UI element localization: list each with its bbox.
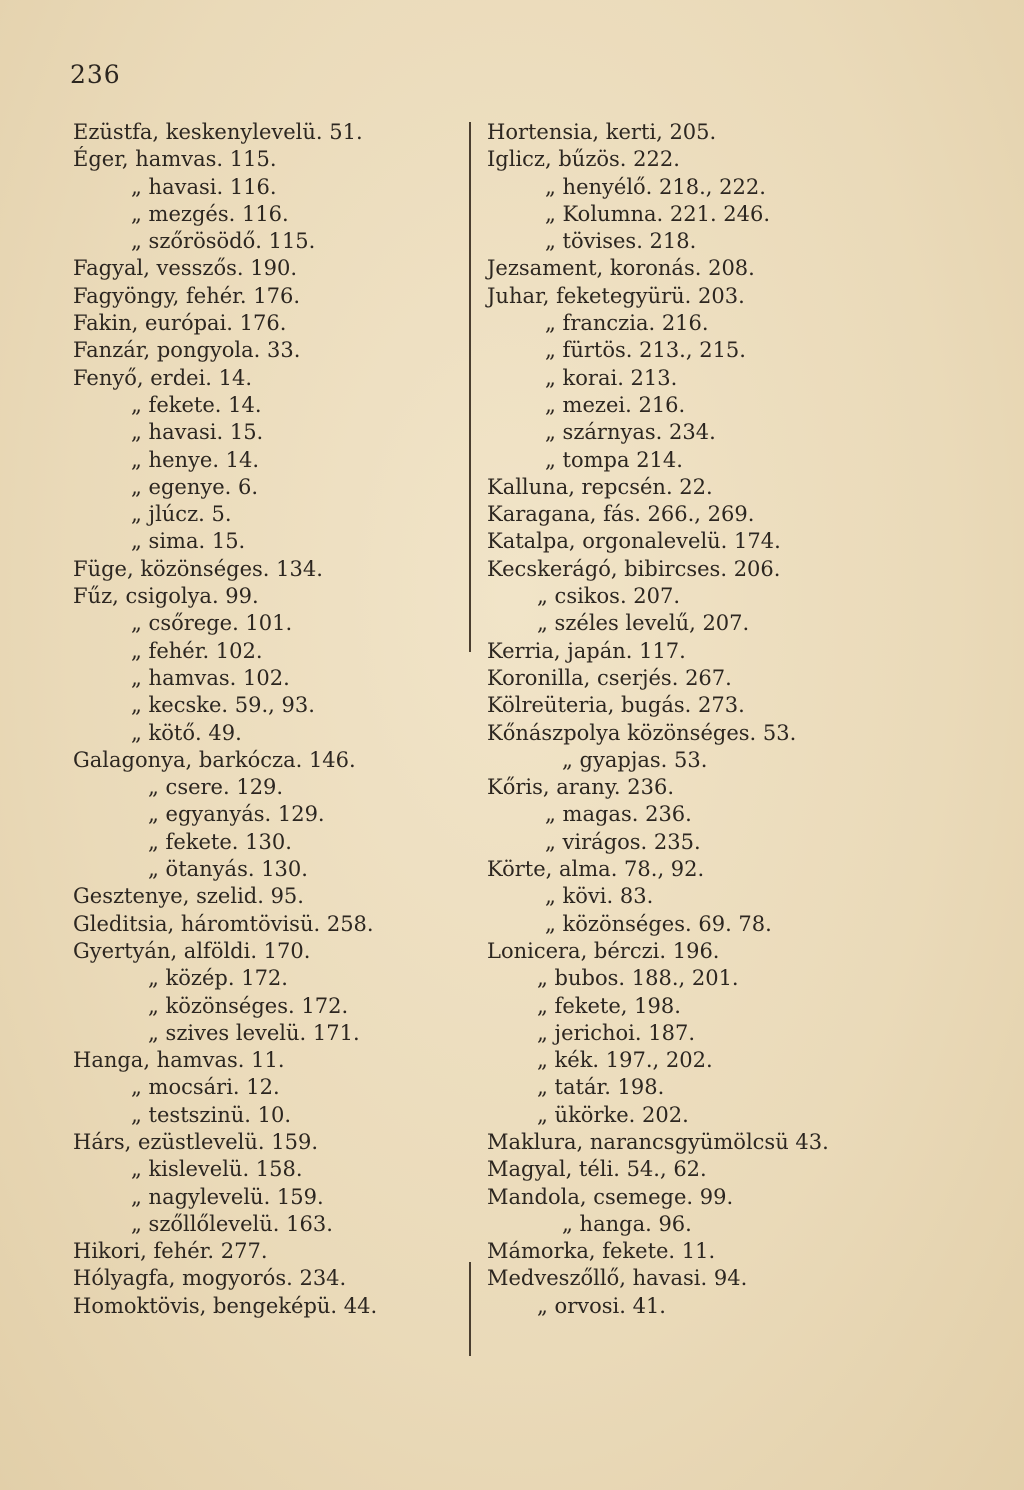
index-entry: „ szives levelü. 171.	[148, 1020, 360, 1045]
index-entry: „ hamvas. 102.	[131, 665, 290, 690]
index-entry: „ fekete. 130.	[148, 829, 292, 854]
index-entry: Kölreüteria, bugás. 273.	[487, 693, 745, 718]
index-entry: „ kövi. 83.	[545, 884, 654, 909]
index-entry: „ bubos. 188., 201.	[537, 966, 739, 991]
index-entry: „ csőrege. 101.	[131, 611, 293, 636]
index-entry: „ csikos. 207.	[537, 584, 681, 609]
index-entry: „ orvosi. 41.	[537, 1293, 666, 1318]
index-entry: Iglicz, bűzös. 222.	[487, 147, 680, 172]
index-entry: „ franczia. 216.	[545, 311, 709, 336]
index-entry: „ széles levelű, 207.	[537, 611, 750, 636]
index-entry: „ henye. 14.	[131, 447, 260, 472]
index-entry: „ havasi. 15.	[131, 420, 264, 445]
index-entry: „ virágos. 235.	[545, 829, 701, 854]
index-entry: Koronilla, cserjés. 267.	[487, 665, 732, 690]
index-entry: „ jlúcz. 5.	[131, 502, 232, 527]
index-entry: Kecskerágó, bibircses. 206.	[487, 556, 781, 581]
index-entry: Jezsament, koronás. 208.	[487, 256, 755, 281]
index-entry: „ gyapjas. 53.	[562, 747, 708, 772]
index-entry: Katalpa, orgonalevelü. 174.	[487, 529, 781, 554]
index-entry: „ Kolumna. 221. 246.	[545, 201, 771, 226]
index-entry: „ ötanyás. 130.	[148, 857, 308, 882]
index-entry: „ tövises. 218.	[545, 229, 697, 254]
index-entry: Gesztenye, szelid. 95.	[73, 884, 304, 909]
index-entry: „ kecske. 59., 93.	[131, 693, 315, 718]
index-entry: Körte, alma. 78., 92.	[487, 857, 705, 882]
index-entry: Hikori, fehér. 277.	[73, 1239, 268, 1264]
index-entry: Juhar, feketegyürü. 203.	[487, 283, 745, 308]
index-entry: „ tompa 214.	[545, 447, 683, 472]
index-entry: Hárs, ezüstlevelü. 159.	[73, 1129, 319, 1154]
page-number: 236	[70, 60, 121, 89]
index-entry: Gyertyán, alföldi. 170.	[73, 938, 311, 963]
index-entry: „ testszinü. 10.	[131, 1102, 291, 1127]
index-entry: Ezüstfa, keskenylevelü. 51.	[73, 120, 363, 144]
index-entry: Fűz, csigolya. 99.	[73, 584, 259, 609]
index-entry: „ szárnyas. 234.	[545, 420, 716, 445]
index-entry: „ tatár. 198.	[537, 1075, 665, 1100]
index-entry: „ havasi. 116.	[131, 174, 277, 199]
index-entry: Éger, hamvas. 115.	[73, 147, 277, 172]
index-entry: „ kislevelü. 158.	[131, 1157, 303, 1182]
index-entry: Kalluna, repcsén. 22.	[487, 474, 713, 499]
index-entry: „ nagylevelü. 159.	[131, 1184, 324, 1209]
index-entry: „ mezei. 216.	[545, 392, 686, 417]
index-entry: Hortensia, kerti, 205.	[487, 120, 717, 144]
index-entry: Kőris, arany. 236.	[487, 775, 675, 800]
index-entry: „ magas. 236.	[545, 802, 692, 827]
index-entry: Fanzár, pongyola. 33.	[73, 338, 301, 363]
index-entry: „ mezgés. 116.	[131, 201, 289, 226]
index-entry: Fakin, európai. 176.	[73, 311, 287, 336]
index-entry: Fagyöngy, fehér. 176.	[73, 283, 301, 308]
index-entry: „ közönséges. 69. 78.	[545, 911, 772, 936]
index-entry: Hólyagfa, mogyorós. 234.	[73, 1266, 347, 1291]
index-entry: „ korai. 213.	[545, 365, 678, 390]
index-entry: Gleditsia, háromtövisü. 258.	[73, 911, 374, 936]
index-entry: Fenyő, erdei. 14.	[73, 365, 253, 390]
index-entry: „ fekete. 14.	[131, 392, 262, 417]
index-entry: Lonicera, bérczi. 196.	[487, 938, 720, 963]
index-entry: Kerria, japán. 117.	[487, 638, 686, 663]
index-entry: „ fehér. 102.	[131, 638, 263, 663]
index-entry: Hanga, hamvas. 11.	[73, 1048, 285, 1073]
index-entry: „ szőllőlevelü. 163.	[131, 1211, 333, 1236]
index-entry: Füge, közönséges. 134.	[73, 556, 323, 581]
index-entry: Medveszőllő, havasi. 94.	[487, 1266, 748, 1291]
index-entry: „ sima. 15.	[131, 529, 246, 554]
index-entry: Maklura, narancsgyümölcsü 43.	[487, 1129, 829, 1154]
index-entry: „ szőrösödő. 115.	[131, 229, 316, 254]
index-entry: Fagyal, vesszős. 190.	[73, 256, 297, 281]
index-entry: „ csere. 129.	[148, 775, 284, 800]
index-entry: Homoktövis, bengeképü. 44.	[73, 1293, 378, 1318]
index-entry: Magyal, téli. 54., 62.	[487, 1157, 707, 1182]
index-entry: „ mocsári. 12.	[131, 1075, 280, 1100]
index-entry: „ közönséges. 172.	[148, 993, 349, 1018]
index-entry: „ közép. 172.	[148, 966, 288, 991]
index-entry: Galagonya, barkócza. 146.	[73, 747, 356, 772]
index-entry: Mandola, csemege. 99.	[487, 1184, 734, 1209]
index-entry: „ kék. 197., 202.	[537, 1048, 713, 1073]
index-entry: „ jerichoi. 187.	[537, 1020, 696, 1045]
index-column-left	[73, 119, 493, 1320]
index-column-right	[487, 119, 867, 1320]
index-entry: „ fürtös. 213., 215.	[545, 338, 746, 363]
index-entry: Mámorka, fekete. 11.	[487, 1239, 716, 1264]
index-entry: „ ükörke. 202.	[537, 1102, 689, 1127]
index-entry: „ kötő. 49.	[131, 720, 242, 745]
index-entry: „ henyélő. 218., 222.	[545, 174, 766, 199]
index-entry: „ egenye. 6.	[131, 474, 259, 499]
index-entry: „ fekete, 198.	[537, 993, 681, 1018]
index-entry: „ hanga. 96.	[562, 1211, 692, 1236]
index-entry: „ egyanyás. 129.	[148, 802, 325, 827]
index-entry: Karagana, fás. 266., 269.	[487, 502, 755, 527]
index-entry: Kőnászpolya közönséges. 53.	[487, 720, 797, 745]
